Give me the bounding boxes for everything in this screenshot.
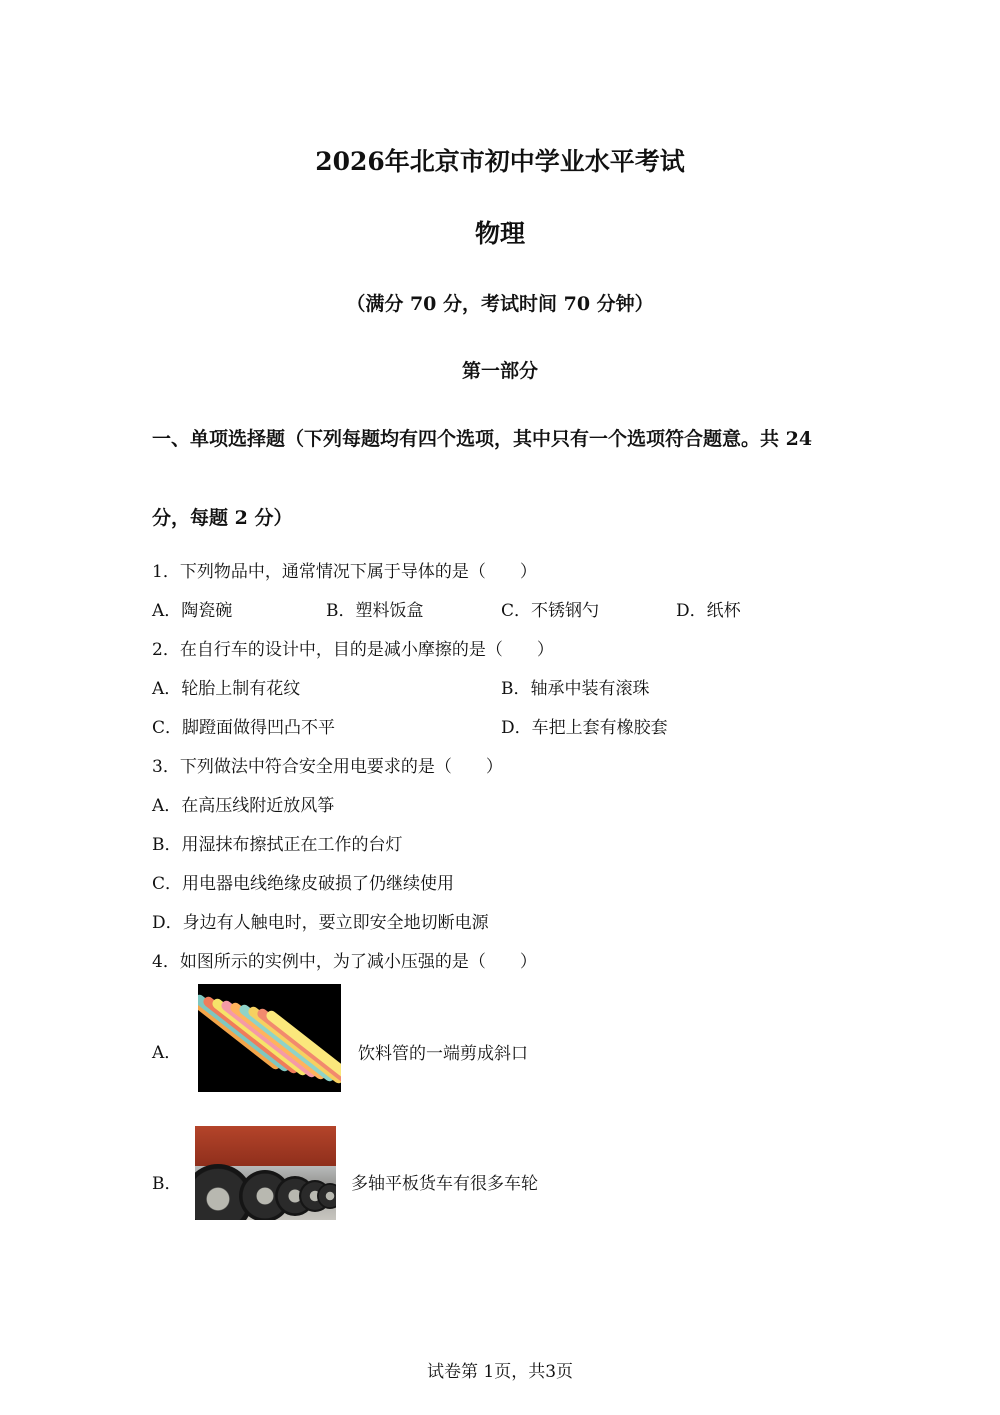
question-3-option-c: C．用电器电线绝缘皮破损了仍继续使用 xyxy=(152,874,455,894)
question-1-option-a: A．陶瓷碗 xyxy=(152,601,233,621)
section-heading-line2: 分，每题 2 分） xyxy=(152,507,293,529)
section-heading-line1: 一、单项选择题（下列每题均有四个选项，其中只有一个选项符合题意。共 24 xyxy=(152,428,813,450)
question-4-stem: 4．如图所示的实例中，为了减小压强的是（ ） xyxy=(152,952,537,972)
truck-frame xyxy=(195,1126,336,1166)
drinking-straws-image xyxy=(198,984,341,1092)
page-footer: 试卷第 1页，共3页 xyxy=(426,1362,574,1382)
part-title: 第一部分 xyxy=(461,360,538,382)
question-1-option-d: D．纸杯 xyxy=(676,601,741,621)
question-3-stem: 3．下列做法中符合安全用电要求的是（ ） xyxy=(152,757,503,777)
question-3-option-d: D．身边有人触电时，要立即安全地切断电源 xyxy=(152,913,489,933)
question-2-option-b: B．轴承中装有滚珠 xyxy=(501,679,650,699)
question-4-option-a-text: 饮料管的一端剪成斜口 xyxy=(358,1044,528,1064)
question-2-option-a: A．轮胎上制有花纹 xyxy=(152,679,301,699)
question-3-option-b: B．用湿抹布擦拭正在工作的台灯 xyxy=(152,835,403,855)
subject-title: 物理 xyxy=(474,219,525,248)
question-4-option-b-letter: B． xyxy=(152,1174,182,1194)
question-4-option-b-text: 多轴平板货车有很多车轮 xyxy=(351,1174,538,1194)
question-3-option-a: A．在高压线附近放风筝 xyxy=(152,796,335,816)
question-2-option-d: D．车把上套有橡胶套 xyxy=(501,718,668,738)
exam-note: （满分 70 分，考试时间 70 分钟） xyxy=(346,293,654,315)
question-1-option-b: B．塑料饭盒 xyxy=(326,601,424,621)
exam-title: 2026年北京市初中学业水平考试 xyxy=(315,147,685,176)
truck-wheel xyxy=(317,1183,336,1209)
question-1-option-c: C．不锈钢勺 xyxy=(501,601,600,621)
question-2-option-c: C．脚蹬面做得凹凸不平 xyxy=(152,718,336,738)
question-1-stem: 1．下列物品中，通常情况下属于导体的是（ ） xyxy=(152,562,537,582)
question-2-stem: 2．在自行车的设计中，目的是减小摩擦的是（ ） xyxy=(152,640,554,660)
multi-axle-truck-image xyxy=(195,1126,336,1220)
question-4-option-a-letter: A． xyxy=(152,1043,182,1063)
